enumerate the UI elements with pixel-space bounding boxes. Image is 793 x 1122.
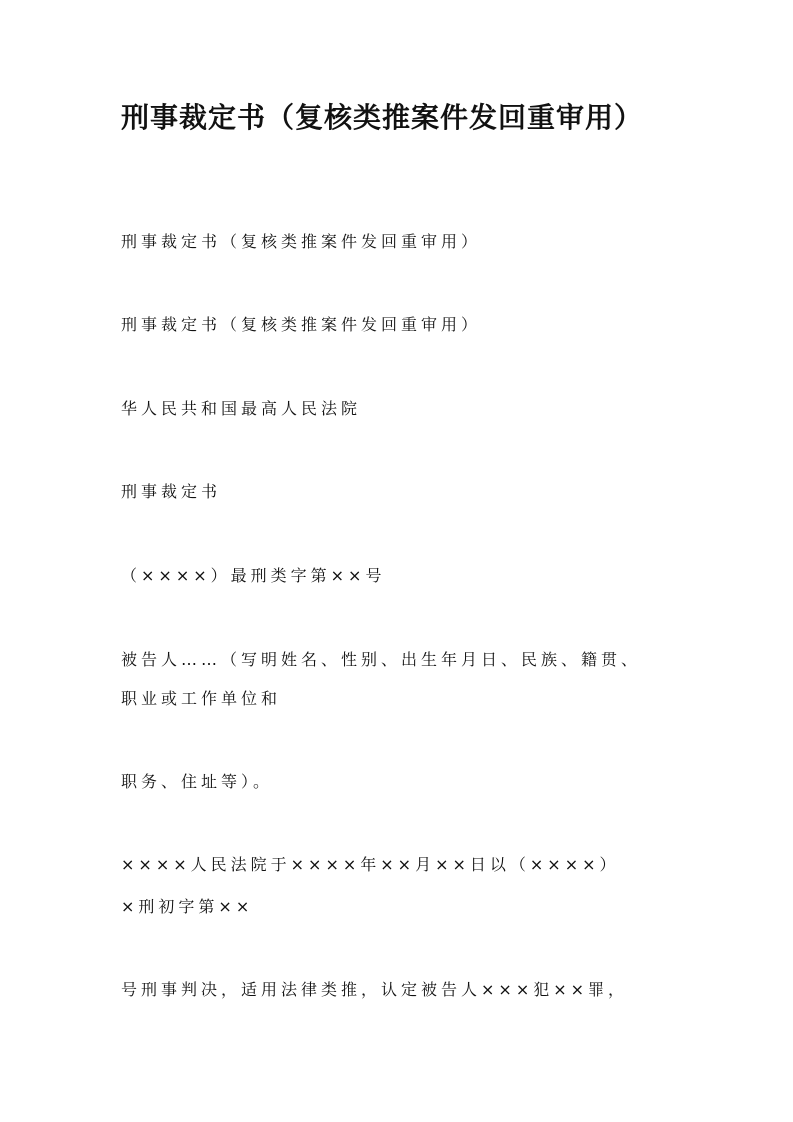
document-title: 刑事裁定书（复核类推案件发回重审用）	[121, 101, 644, 134]
paragraph-judgment-line-1: ××××人民法院于××××年××月××日以（××××）	[121, 855, 620, 874]
paragraph-defendant-line-3: 职务、住址等）。	[121, 772, 274, 791]
paragraph-judgment-line-3: 号刑事判决，适用法律类推，认定被告人×××犯××罪，	[121, 980, 629, 999]
paragraph-ruling-title: 刑事裁定书	[121, 482, 222, 501]
paragraph-heading-2: 刑事裁定书（复核类推案件发回重审用）	[121, 315, 482, 334]
paragraph-case-number: （××××）最刑类字第××号	[121, 566, 386, 585]
paragraph-judgment-line-2: ×刑初字第××	[121, 897, 254, 916]
paragraph-defendant-line-1: 被告人……（写明姓名、性别、出生年月日、民族、籍贯、	[121, 650, 642, 669]
paragraph-heading-1: 刑事裁定书（复核类推案件发回重审用）	[121, 232, 482, 251]
paragraph-defendant-line-2: 职业或工作单位和	[121, 689, 282, 708]
paragraph-court-name: 华人民共和国最高人民法院	[121, 399, 362, 418]
